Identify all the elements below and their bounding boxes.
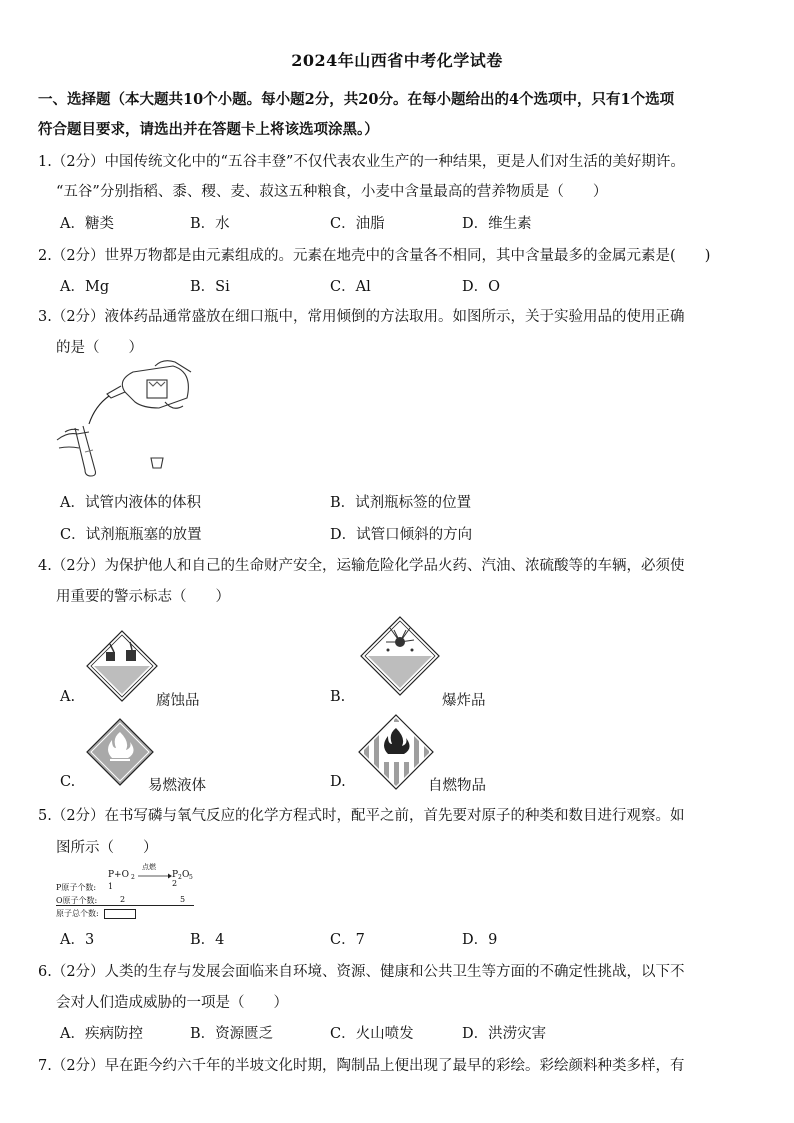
q4-option-c-letter: C. xyxy=(60,774,76,790)
question-4-line1: 4.（2分）为保护他人和自己的生命财产安全，运输危险化学品火药、汽油、浓硫酸等的车辆，必须使 xyxy=(38,558,685,574)
question-6-line2: 会对人们造成威胁的一项是（ ） xyxy=(56,995,288,1011)
q1-option-b: B．水 xyxy=(190,216,230,232)
question-7-line1: 7.（2分）早在距今约六千年的半坡文化时期，陶制品上便出现了最早的彩绘。彩绘颜料种类多样，有 xyxy=(38,1058,685,1074)
reaction-reactants: P+O xyxy=(108,870,129,880)
q3-option-c: C．试剂瓶瓶塞的放置 xyxy=(60,527,202,543)
atom-count-diagram xyxy=(56,860,196,922)
q1-option-a: A．糖类 xyxy=(60,216,114,232)
q2-option-b: B．Si xyxy=(190,279,230,295)
diagram-divider xyxy=(56,905,194,906)
q3-option-b: B．试剂瓶标签的位置 xyxy=(330,495,472,511)
spontaneous-combustion-warning-sign xyxy=(358,714,434,790)
q6-option-d: D．洪涝灾害 xyxy=(462,1026,547,1042)
q4-option-d-label: 自燃物品 xyxy=(428,778,486,794)
question-5-line1: 5.（2分）在书写磷与氧气反应的化学方程式时，配平之前，首先要对原子的种类和数目进行观察。如 xyxy=(38,808,685,824)
question-4-line2: 用重要的警示标志（ ） xyxy=(56,589,230,605)
p-atom-count-label: P原子个数: xyxy=(56,883,97,892)
reaction-arrow xyxy=(138,873,172,879)
reaction-condition: 点燃 xyxy=(142,863,156,871)
question-6-line1: 6.（2分）人类的生存与发展会面临来自环境、资源、健康和公共卫生等方面的不确定性挑战，以下不 xyxy=(38,964,685,980)
explosive-warning-sign xyxy=(360,616,440,696)
q4-option-a-letter: A. xyxy=(60,689,76,705)
q2-option-a: A．Mg xyxy=(60,279,110,295)
q4-option-b-label: 爆炸品 xyxy=(442,693,486,709)
q5-option-c: C．7 xyxy=(330,932,365,948)
corrosive-warning-sign xyxy=(86,630,158,702)
q4-option-d-letter: D. xyxy=(330,774,346,790)
o-atom-count-label: O原子个数: xyxy=(56,896,98,905)
question-1-line2: “五谷”分别指稻、黍、稷、麦、菽这五种粮食，小麦中含量最高的营养物质是（ ） xyxy=(56,184,608,200)
q6-option-b: B．资源匮乏 xyxy=(190,1026,274,1042)
total-atom-count-box xyxy=(104,909,136,919)
section-instructions-line2: 符合题目要求，请选出并在答题卡上将该选项涂黑。） xyxy=(38,121,379,138)
reaction-product: P xyxy=(172,870,179,880)
q5-option-d: D．9 xyxy=(462,932,498,948)
section-instructions-line1: 一、选择题（本大题共10个小题。每小题2分，共20分。在每小题给出的4个选项中，只有1个选项 xyxy=(38,91,675,108)
reaction-product-subscript-1: 2 xyxy=(178,874,182,881)
flammable-liquid-warning-sign xyxy=(86,718,154,786)
o-atom-count-right: 5 xyxy=(180,895,186,904)
q3-option-a: A．试管内液体的体积 xyxy=(60,495,201,511)
reaction-product-oxygen: O xyxy=(182,870,190,880)
q1-option-d: D．维生素 xyxy=(462,216,532,232)
question-3-line1: 3.（2分）液体药品通常盛放在细口瓶中，常用倾倒的方法取用。如图所示，关于实验用品的使用正确 xyxy=(38,309,685,325)
q2-option-d: D．O xyxy=(462,279,501,295)
question-2-line1: 2.（2分）世界万物都是由元素组成的。元素在地壳中的含量各不相同，其中含量最多的金属元素是( ) xyxy=(38,248,711,264)
p-atom-count-left: 1 xyxy=(108,882,114,891)
q4-option-a-label: 腐蚀品 xyxy=(156,693,200,709)
total-atom-count-label: 原子总个数: xyxy=(56,909,99,918)
q6-option-c: C．火山喷发 xyxy=(330,1026,414,1042)
reaction-reactants-subscript: 2 xyxy=(131,874,135,881)
q4-option-b-letter: B. xyxy=(330,689,346,705)
q2-option-c: C．Al xyxy=(330,279,371,295)
q5-option-b: B．4 xyxy=(190,932,225,948)
q3-option-d: D．试管口倾斜的方向 xyxy=(330,527,473,543)
pouring-liquid-illustration xyxy=(55,362,195,477)
q4-option-c-label: 易燃液体 xyxy=(148,778,206,794)
p-atom-count-right: 2 xyxy=(172,879,178,888)
q6-option-a: A．疾病防控 xyxy=(60,1026,143,1042)
reaction-product-subscript-2: 5 xyxy=(189,874,193,881)
question-3-line2: 的是（ ） xyxy=(56,340,143,356)
question-5-line2: 图所示（ ） xyxy=(56,840,158,856)
o-atom-count-left: 2 xyxy=(120,895,126,904)
q1-option-c: C．油脂 xyxy=(330,216,385,232)
page-title: 2024年山西省中考化学试卷 xyxy=(291,51,503,70)
q5-option-a: A．3 xyxy=(60,932,95,948)
question-1-line1: 1.（2分）中国传统文化中的“五谷丰登”不仅代表农业生产的一种结果，更是人们对生活的美好期许。 xyxy=(38,154,685,170)
